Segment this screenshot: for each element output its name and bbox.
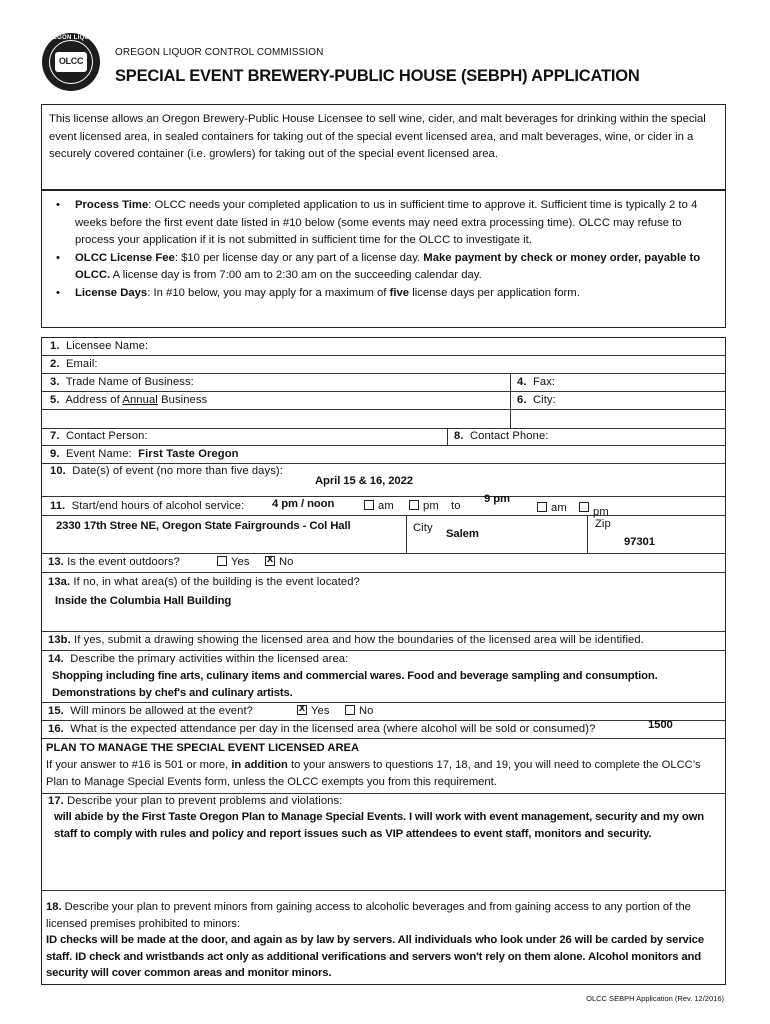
outdoors-yes-checkbox [217,556,227,566]
event-name-value: First Taste Oregon [138,448,239,460]
zip-value: 97301 [624,536,655,548]
q9-event-name: 9. Event Name: First Taste Oregon [50,448,239,460]
end-pm-checkbox [579,502,589,512]
attendance-value: 1500 [648,719,673,731]
outdoors-yes-option[interactable]: Yes [217,556,250,568]
city-value: Salem [446,528,479,540]
agency-name: OREGON LIQUOR CONTROL COMMISSION [115,47,324,58]
q14-activities: 14. Describe the primary activities within the licensed area: [48,653,349,665]
end-hours-value: 9 pm [484,493,510,505]
q11-service-hours: 11. Start/end hours of alcohol service: [50,500,245,512]
q18-minors-plan: 18. Describe your plan to prevent minors from gaining access to alcoholic beverages and from gaining access to any portion of the licensed premises prohibited to minors: [46,901,691,930]
q13a-building-area: 13a. If no, in what area(s) of the building is the event located? [48,576,360,588]
seal-word: OLCC [58,56,84,66]
q6-city: 6. City: [517,394,556,406]
q3-trade-name: 3. Trade Name of Business: [50,376,194,388]
event-dates-value: April 15 & 16, 2022 [315,475,413,487]
minors-no-checkbox [345,705,355,715]
minors-yes-option[interactable]: x Yes [297,705,330,717]
q13b-drawing: 13b. If yes, submit a drawing showing the licensed area and how the boundaries of the licensed area will be identified. [48,634,644,646]
start-am-checkbox [364,500,374,510]
olcc-seal-logo [42,33,100,91]
start-am-option[interactable]: am [364,500,394,512]
city-label: City [413,522,433,534]
q13-outdoors: 13. Is the event outdoors? [48,556,180,568]
requirements-box [41,190,726,328]
intro-box [41,104,726,190]
zip-label: Zip [595,518,611,530]
q1-licensee-name: 1. Licensee Name: [50,340,149,352]
minors-no-option[interactable]: No [345,705,374,717]
outdoors-no-checkbox [265,556,275,566]
end-pm-option[interactable]: pm [579,502,609,514]
page-title: SPECIAL EVENT BREWERY-PUBLIC HOUSE (SEBPH) APPLICATION [115,67,640,85]
end-am-option[interactable]: am [537,502,567,514]
footer-revision: OLCC SEBPH Application (Rev. 12/2016) [586,994,724,1003]
start-hours-value: 4 pm / noon [272,498,335,510]
q10-event-dates: 10. Date(s) of event (no more than five days): [50,465,283,477]
plan-heading: PLAN TO MANAGE THE SPECIAL EVENT LICENSED AREA [46,742,360,754]
end-am-checkbox [537,502,547,512]
minors-yes-checkbox [297,705,307,715]
intro-text: This license allows an Oregon Brewery-Public House Licensee to sell wine, cider, and malt beverages for drinking within the special event licensed area, in sealed containers for taking out of the special event licensed area, and malt beverages, wine, or cider in a securely covered container (i.e. growlers) for taking out of the special event licensed area. [49,113,706,160]
application-form [41,337,726,985]
start-pm-option[interactable]: pm [409,500,439,512]
minors-plan-value: ID checks will be made at the door, and again as by law by servers. All individuals who look under 26 will be carded by service staff. ID check and wristbands act only as additional verifications and servers won't rely on them alone. Alcohol monitors and security will cover common areas and monitor minors. [46,934,704,979]
activities-value: Shopping including fine arts, culinary items and commercial wares. Food and beverage sampling and consumption. Demonstrations by chef's and culinary artists. [52,670,658,699]
bullet-license-fee: • OLCC License Fee: $10 per license day or any part of a license day. Make payment by check or money order, payable to OLCC. A license day is from 7:00 am to 2:30 am on the succeeding calendar day. [56,251,701,281]
q7-contact-person: 7. Contact Person: [50,430,148,442]
problems-plan-value: will abide by the First Taste Oregon Plan to Manage Special Events. I will work with event management, security and my own staff to comply with rules and policy and report issues such as VIP attendees to event staff, monitors and security. [54,811,705,840]
plan-section: PLAN TO MANAGE THE SPECIAL EVENT LICENSED AREA If your answer to #16 is 501 or more, in addition to your answers to questions 17, 18, and 19, you will need to complete the OLCC’s Plan to Manage Special Events form, unless the OLCC exempts you from this requirement. [46,742,701,788]
q17-problems-plan: 17. Describe your plan to prevent problems and violations: [48,795,343,807]
to-label: to [451,500,461,512]
q8-contact-phone: 8. Contact Phone: [454,430,549,442]
building-area-value: Inside the Columbia Hall Building [55,595,232,607]
bullet-process-time: • Process Time: OLCC needs your completed application to us in sufficient time to approve it. Sufficient time is typically 2 to 4 weeks before the first event date listed in #10 below (some events may need extra processing time). OLCC may refuse to process your application if it is not submitted in sufficient time for the OLCC to investigate it. [56,199,698,246]
q15-minors-allowed: 15. Will minors be allowed at the event? [48,705,253,717]
q4-fax: 4. Fax: [517,376,556,388]
q5-annual-address: 5. Address of Annual Business [50,394,208,406]
bullet-license-days: • License Days: In #10 below, you may apply for a maximum of five license days per application form. [56,286,580,299]
q2-email: 2. Email: [50,358,98,370]
event-address-value: 2330 17th Stree NE, Oregon State Fairgrounds - Col Hall [56,520,351,532]
q16-attendance: 16. What is the expected attendance per day in the licensed area (where alcohol will be sold or consumed)? [48,723,596,735]
start-pm-checkbox [409,500,419,510]
outdoors-no-option[interactable]: x No [265,556,294,568]
seal-ring-text: OREGON LIQUOR [43,35,99,41]
